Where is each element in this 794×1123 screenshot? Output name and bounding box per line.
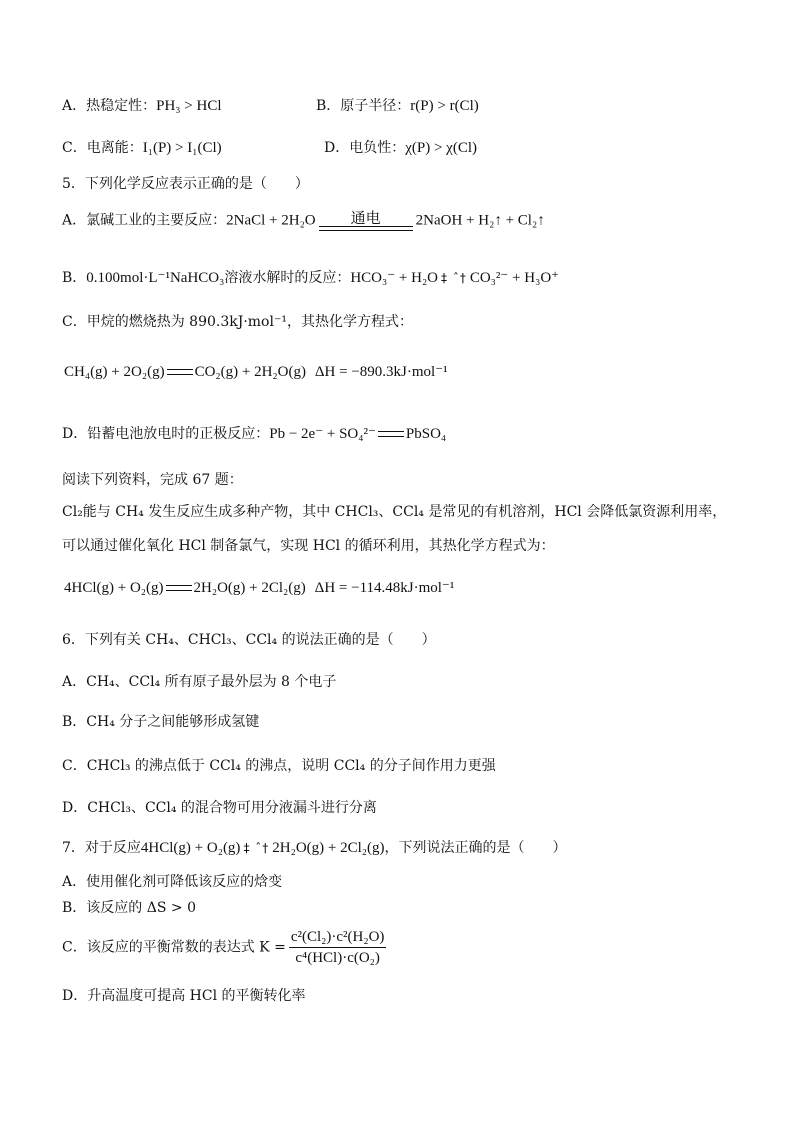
q6-stem: 6．下列有关 CH₄、CHCl₃、CCl₄ 的说法正确的是（ ）: [62, 632, 436, 648]
reading-paragraph-1: Cl₂能与 CH₄ 发生反应生成多种产物，其中 CHCl₃、CCl₄ 是常见的有机溶剂，HCl 会降低氯资源利用率，: [62, 504, 727, 520]
q6-option-d: D．CHCl₃、CCl₄ 的混合物可用分液漏斗进行分离: [62, 800, 377, 816]
q5-option-c-equation: [64, 362, 448, 382]
equals-bar: [378, 431, 404, 437]
q5-c-left: CH₄(g) + 2O₂(g): [64, 364, 165, 380]
q4-option-a: [62, 96, 222, 116]
equilibrium-constant-fraction: [289, 928, 387, 967]
reading-equation: [64, 578, 454, 598]
q4-option-a-formula: PH₃ > HCl: [156, 98, 222, 114]
q5-option-b-conc: 0.100mol·L⁻¹NaHCO₃: [86, 270, 225, 286]
q7-option-d: D．升高温度可提高 HCl 的平衡转化率: [62, 988, 306, 1004]
q5-option-a-left: 2NaCl + 2H₂O: [226, 212, 316, 229]
q4-option-d-label: D．电负性：: [324, 140, 406, 156]
reading-eq-left: 4HCl(g) + O₂(g): [64, 580, 164, 596]
q4-option-c-label: C．电离能：: [62, 140, 143, 156]
fraction-denominator: c⁴(HCl)·c(O₂): [295, 950, 380, 966]
q5-option-b: [62, 268, 559, 288]
q4-option-b-formula: r(P) > r(Cl): [410, 98, 479, 114]
q5-option-a: [62, 210, 545, 231]
reading-paragraph-2: 可以通过催化氧化 HCl 制备氯气，实现 HCl 的循环利用，其热化学方程式为：: [62, 538, 555, 554]
q7-option-b: B．该反应的 ΔS > 0: [62, 900, 196, 916]
q5-c-dh: ΔH = −890.3kJ·mol⁻¹: [314, 364, 448, 380]
equals-bar: [166, 585, 192, 591]
q4-option-a-label: A．热稳定性：: [62, 98, 157, 114]
q7-option-a: A．使用催化剂可降低该反应的焓变: [62, 874, 283, 890]
q5-option-b-right: CO₃²⁻ + H₃O⁺: [469, 270, 560, 286]
q7-stem-post: ，下列说法正确的是（ ）: [384, 840, 567, 856]
q6-option-c: C．CHCl₃ 的沸点低于 CCl₄ 的沸点，说明 CCl₄ 的分子间作用力更强: [62, 758, 496, 774]
equals-bar: [319, 226, 413, 231]
q5-option-b-prefix: B．: [62, 270, 87, 286]
q5-option-b-left: HCO₃⁻ + H₂O: [350, 270, 439, 286]
reversible-arrow-icon: ‡ ˆ†: [243, 841, 270, 855]
reading-eq-right: 2H₂O(g) + 2Cl₂(g): [193, 580, 306, 596]
q4-option-c: [62, 138, 222, 158]
q5-option-c: C．甲烷的燃烧热为 890.3kJ·mol⁻¹，其热化学方程式：: [62, 314, 413, 330]
q4-option-d: [324, 138, 477, 158]
q4-option-d-formula: χ(P) > χ(Cl): [405, 140, 478, 156]
q6-option-b: B．CH₄ 分子之间能够形成氢键: [62, 714, 260, 730]
fraction-numerator: c²(Cl₂)·c²(H₂O): [289, 928, 387, 948]
q5-option-a-right: 2NaOH + H₂↑ + Cl₂↑: [415, 212, 545, 229]
q4-option-b-label: B．原子半径：: [316, 98, 411, 114]
q5-option-d: [62, 424, 446, 444]
q7-stem-pre: 7．对于反应: [62, 840, 141, 856]
q7-right: 2H₂O(g) + 2Cl₂(g): [272, 840, 385, 856]
reversible-arrow-icon: ‡ ˆ†: [441, 271, 467, 285]
reading-title: 阅读下列资料，完成 67 题：: [62, 472, 243, 488]
equals-bar: [167, 369, 193, 375]
q5-option-b-label: 溶液水解时的反应：: [224, 270, 351, 286]
q5-d-left: Pb − 2e⁻ + SO₄²⁻: [269, 426, 376, 442]
electrolysis-condition: [319, 210, 413, 231]
q4-option-c-formula: I₁(P) > I₁(Cl): [142, 140, 222, 156]
q5-stem: 5．下列化学反应表示正确的是（ ）: [62, 176, 309, 192]
electrolysis-label: 通电: [350, 209, 381, 227]
q5-c-right: CO₂(g) + 2H₂O(g): [194, 364, 306, 380]
q7-option-c: [62, 928, 389, 967]
q6-option-a: A．CH₄、CCl₄ 所有原子最外层为 8 个电子: [62, 674, 337, 690]
q4-option-b: [316, 96, 479, 116]
reading-eq-dh: ΔH = −114.48kJ·mol⁻¹: [314, 580, 455, 596]
q7-left: 4HCl(g) + O₂(g): [140, 840, 241, 856]
q5-d-right: PbSO₄: [405, 426, 447, 442]
q7-stem: [62, 838, 567, 858]
q5-option-d-label: D．铅蓄电池放电时的正极反应：: [62, 426, 270, 442]
q5-option-a-label: A．氯碱工业的主要反应：: [62, 212, 227, 229]
q7-option-c-label: C．该反应的平衡常数的表达式 K =: [62, 939, 286, 956]
